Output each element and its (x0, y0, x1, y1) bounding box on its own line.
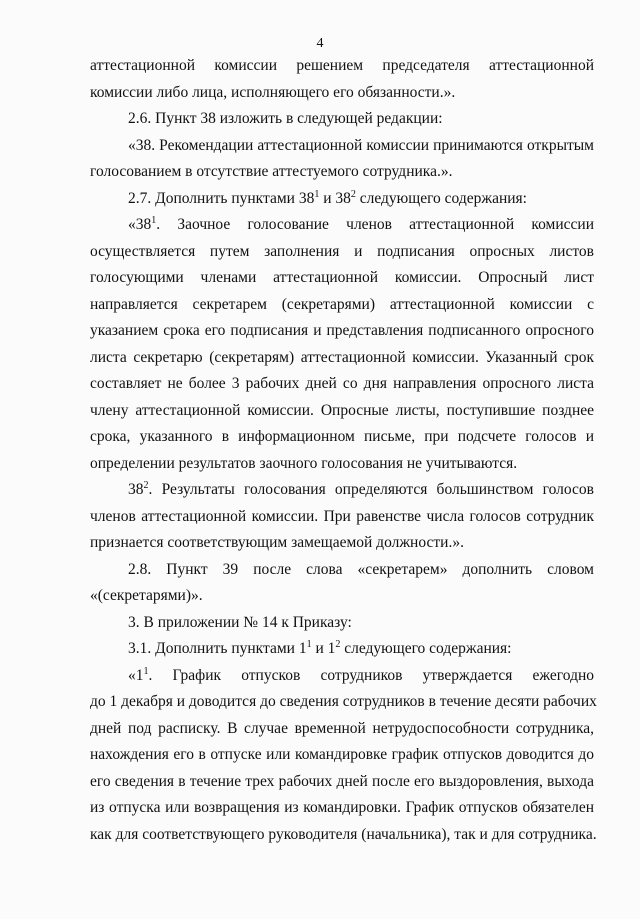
text-line: нахождения его в отпуске или командировке график отпусков доводится до (90, 746, 594, 763)
text-fragment: 38 (128, 481, 144, 498)
text-line: комиссии либо лица, исполняющего его обязанности.». (90, 84, 456, 101)
text-fragment: . Результаты голосования определяются большинством голосов (148, 481, 594, 498)
superscript: 1 (306, 639, 312, 650)
text-line: срока, указанного в информационном письме, при подсчете голосов и (90, 428, 594, 445)
text-fragment: «38 (128, 216, 152, 233)
text-line: голосующими членами аттестационной комиссии. Опросный лист (90, 269, 594, 286)
superscript: 1 (314, 189, 320, 200)
text-fragment: 2.7. Дополнить пунктами 38 (128, 190, 315, 207)
text-line: признается соответствующим замещаемой должности.». (90, 534, 464, 551)
superscript: 2 (143, 480, 149, 491)
text-line: как для соответствующего руководителя (начальника), так и для сотрудника. (90, 826, 597, 843)
text-line: аттестационной комиссии решением председателя аттестационной (90, 57, 594, 74)
text-line: дней под расписку. В случае временной нетрудоспособности сотрудника, (90, 720, 594, 737)
text-line: листа секретарю (секретарям) аттестационной комиссии. Указанный срок (90, 349, 594, 366)
text-line: 2.6. Пункт 38 изложить в следующей редакции: (128, 110, 443, 127)
text-line: «(секретарями)». (90, 587, 203, 604)
text-line: определении результатов заочного голосования не учитываются. (90, 455, 518, 472)
superscript: 1 (143, 666, 149, 677)
text-fragment: и 1 (311, 640, 336, 657)
text-line (128, 215, 594, 235)
text-fragment: 3.1. Дополнить пунктами 1 (128, 640, 307, 657)
text-line: составляет не более 3 рабочих дней со дня направления опросного листа (90, 375, 594, 392)
text-line (128, 480, 594, 500)
text-line: из отпуска или возвращения из командировки. График отпусков обязателен (90, 799, 594, 816)
text-fragment: следующего содержания: (355, 190, 527, 207)
superscript: 1 (151, 215, 157, 226)
text-fragment: . Заочное голосование членов аттестационной комиссии (156, 216, 594, 233)
text-line: до 1 декабря и доводится до сведения сотрудников в течение десяти рабочих (90, 693, 597, 710)
text-line: «38. Рекомендации аттестационной комиссии принимаются открытым (128, 137, 594, 154)
text-line: 2.8. Пункт 39 после слова «секретарем» дополнить словом (128, 561, 594, 578)
text-fragment: и 38 (319, 190, 351, 207)
text-line: члену аттестационной комиссии. Опросные листы, поступившие позднее (90, 402, 594, 419)
superscript: 2 (350, 189, 356, 200)
text-fragment: следующего содержания: (340, 640, 512, 657)
text-line: его сведения в течение трех рабочих дней после его выздоровления, выхода (90, 773, 594, 790)
text-fragment: «1 (128, 667, 144, 684)
text-line (128, 666, 594, 686)
text-line (128, 639, 594, 659)
text-line: направляется секретарем (секретарями) аттестационной комиссии с (90, 296, 594, 313)
text-line (128, 189, 594, 209)
text-line: 3. В приложении № 14 к Приказу: (128, 614, 352, 631)
text-line: осуществляется путем заполнения и подписания опросных листов (90, 243, 594, 260)
superscript: 2 (335, 639, 341, 650)
text-fragment: . График отпусков сотрудников утверждается ежегодно (148, 667, 594, 684)
page-number: 4 (316, 36, 324, 51)
text-line: указанием срока его подписания и представления подписанного опросного (90, 322, 594, 339)
text-line: членов аттестационной комиссии. При равенстве числа голосов сотрудник (90, 508, 594, 525)
text-line: голосованием в отсутствие аттестуемого сотрудника.». (90, 163, 453, 180)
